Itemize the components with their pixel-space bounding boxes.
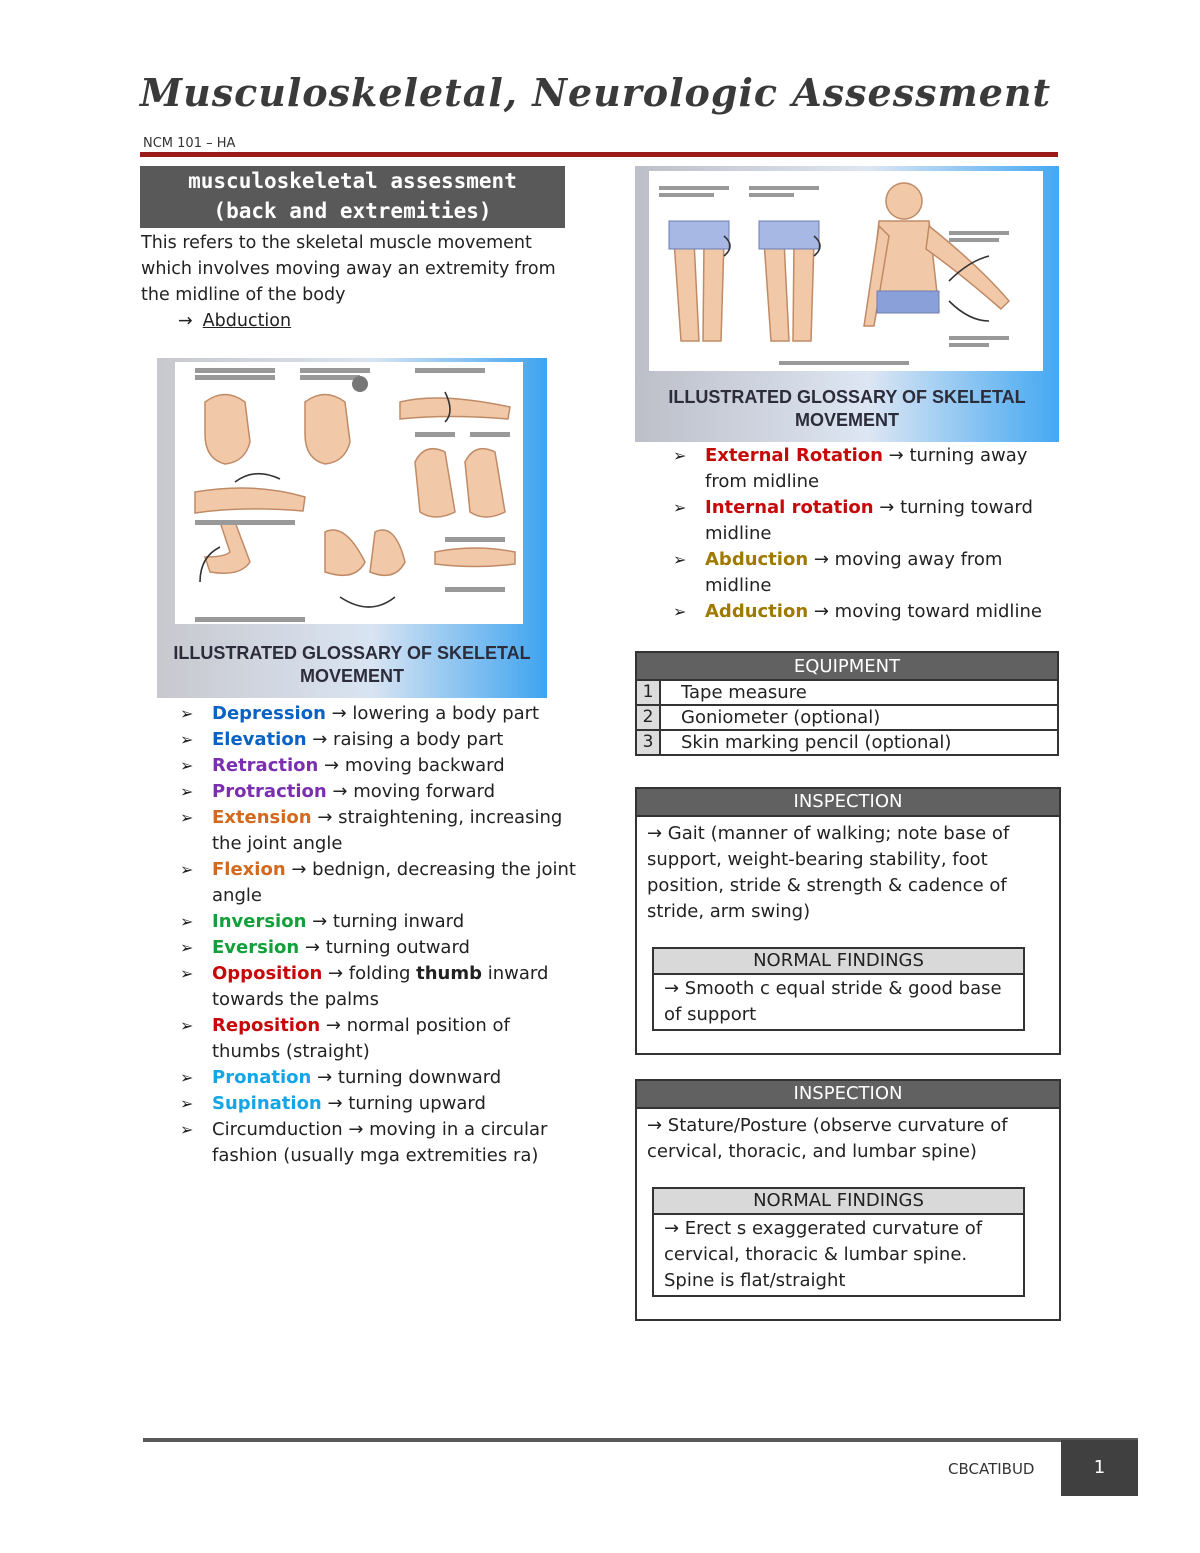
inspection-heading: INSPECTION xyxy=(637,789,1059,817)
list-item xyxy=(180,1117,580,1169)
head-depression-drawing xyxy=(205,395,250,465)
row-number: 3 xyxy=(636,730,660,755)
term: Opposition xyxy=(212,963,323,984)
term: Inversion xyxy=(212,911,307,932)
term: Internal rotation xyxy=(705,497,874,518)
bullet-icon: ➢ xyxy=(673,446,687,465)
hand-pronation-drawing xyxy=(435,548,515,567)
list-item xyxy=(180,961,580,1013)
definition: → moving forward xyxy=(326,781,495,802)
bullet-icon: ➢ xyxy=(673,550,687,569)
definition: → moving toward midline xyxy=(808,601,1042,622)
equipment-table xyxy=(635,651,1059,756)
bullet-icon: ➢ xyxy=(180,1016,194,1035)
definition: → turning upward xyxy=(321,1093,486,1114)
movement-list-left xyxy=(180,701,580,1169)
list-item xyxy=(180,1065,580,1091)
list-item xyxy=(673,495,1068,547)
row-number: 2 xyxy=(636,705,660,730)
definition: → moving backward xyxy=(318,755,505,776)
normal-findings-heading: NORMAL FINDINGS xyxy=(654,949,1023,975)
definition: → lowering a body part xyxy=(325,703,540,724)
intro-question: This refers to the skeletal muscle movement which involves moving away an extremity from the midline of the body xyxy=(141,233,556,305)
term: Retraction xyxy=(212,755,319,776)
bullet-icon: ➢ xyxy=(180,1094,194,1113)
leg-drawing xyxy=(703,241,724,341)
table-row xyxy=(636,730,1058,755)
list-item xyxy=(180,1013,580,1065)
answer-text: Abduction xyxy=(202,311,292,331)
figure-illustration xyxy=(649,171,1043,371)
shorts-drawing xyxy=(759,221,819,249)
figure-illustration xyxy=(175,362,523,624)
bullet-icon: ➢ xyxy=(180,912,194,931)
page-title: Musculoskeletal, Neurologic Assessment xyxy=(140,70,1052,115)
definition: → moving away from midline xyxy=(705,549,1003,596)
list-item xyxy=(180,805,580,857)
equipment-heading: EQUIPMENT xyxy=(636,652,1058,680)
section-heading-line1: musculoskeletal assessment xyxy=(188,169,517,193)
definition-bold: thumb xyxy=(416,963,483,984)
hand-reposition-drawing xyxy=(465,449,505,517)
title-divider xyxy=(140,152,1058,157)
row-item: Tape measure xyxy=(660,680,1058,705)
term: Elevation xyxy=(212,729,307,750)
definition: → turning downward xyxy=(311,1067,502,1088)
inspection-body: → Gait (manner of walking; note base of support, weight-bearing stability, foot position, stride & strength & cadence of stride, arm swing) xyxy=(647,823,1010,922)
term: Reposition xyxy=(212,1015,321,1036)
normal-findings-heading: NORMAL FINDINGS xyxy=(654,1189,1023,1215)
term: Extension xyxy=(212,807,312,828)
footer-divider xyxy=(143,1438,1138,1442)
section-heading-line2: (back and extremities) xyxy=(213,199,492,223)
definition: → normal position of thumbs (straight) xyxy=(212,1015,510,1062)
normal-findings-box xyxy=(652,947,1025,1031)
inspection-body: → Stature/Posture (observe curvature of cervical, thoracic, and lumbar spine) xyxy=(647,1115,1008,1162)
definition: → moving in a circular fashion (usually mga extremities ra) xyxy=(212,1119,548,1166)
definition: → turning toward midline xyxy=(705,497,1033,544)
list-item xyxy=(673,443,1068,495)
normal-findings-box xyxy=(652,1187,1025,1297)
inspection-gait-box xyxy=(635,787,1061,1055)
section-heading xyxy=(140,166,565,228)
bullet-icon: ➢ xyxy=(180,782,194,801)
foot-inversion-drawing xyxy=(325,530,365,575)
figure-caption-right xyxy=(635,386,1059,432)
close-icon xyxy=(352,376,368,392)
bullet-icon: ➢ xyxy=(180,704,194,723)
term: Abduction xyxy=(705,549,809,570)
figure-caption-left xyxy=(157,642,547,688)
definition: inward towards the palms xyxy=(212,963,549,1010)
bullet-icon: ➢ xyxy=(180,756,194,775)
table-row xyxy=(636,680,1058,705)
rotation-abduction-illustration xyxy=(649,171,1043,371)
answer-line xyxy=(178,308,291,334)
caption-line2: MOVEMENT xyxy=(299,666,404,686)
bullet-icon: ➢ xyxy=(180,808,194,827)
bullet-icon: ➢ xyxy=(180,1120,194,1139)
definition: → raising a body part xyxy=(306,729,504,750)
bullet-icon: ➢ xyxy=(180,730,194,749)
inspection-posture-box xyxy=(635,1079,1061,1321)
term: Flexion xyxy=(212,859,286,880)
leg-drawing xyxy=(674,241,699,341)
bullet-icon: ➢ xyxy=(180,964,194,983)
arrow-icon: → xyxy=(178,311,193,331)
course-code: NCM 101 – HA xyxy=(143,136,236,151)
list-item xyxy=(180,753,580,779)
hand-opposition-drawing xyxy=(415,449,455,517)
list-item xyxy=(180,935,580,961)
head-drawing xyxy=(886,183,922,219)
list-item xyxy=(180,1091,580,1117)
movement-list-right xyxy=(673,443,1068,625)
inversion-arrow xyxy=(340,597,395,607)
foot-eversion-drawing xyxy=(370,530,405,575)
list-item xyxy=(180,701,580,727)
term: Supination xyxy=(212,1093,322,1114)
definition: → turning away from midline xyxy=(705,445,1028,492)
footer-author: CBCATIBUD xyxy=(948,1460,1035,1478)
skeletal-movement-figure-right xyxy=(635,166,1059,442)
arm-circumduction-drawing xyxy=(400,398,510,419)
term: Adduction xyxy=(705,601,809,622)
definition: → turning inward xyxy=(306,911,465,932)
term: External Rotation xyxy=(705,445,883,466)
bullet-icon: ➢ xyxy=(673,498,687,517)
head-protraction-drawing xyxy=(305,395,350,465)
bullet-icon: ➢ xyxy=(180,860,194,879)
arm-extension-drawing xyxy=(195,488,305,513)
definition: → bednign, decreasing the joint angle xyxy=(212,859,576,906)
list-item xyxy=(180,727,580,753)
caption-line1: ILLUSTRATED GLOSSARY OF SKELETAL xyxy=(173,643,531,663)
list-item xyxy=(180,909,580,935)
page-number: 1 xyxy=(1061,1440,1138,1496)
shorts-drawing xyxy=(877,291,939,313)
leg-drawing xyxy=(764,241,789,341)
table-row xyxy=(636,705,1058,730)
term: Circumduction xyxy=(212,1119,343,1140)
leg-drawing xyxy=(793,241,814,341)
body-movements-illustration xyxy=(175,362,523,624)
normal-findings-body: → Erect s exaggerated curvature of cervical, thoracic & lumbar spine. Spine is flat/straight xyxy=(664,1218,983,1291)
extension-arrow xyxy=(235,474,280,482)
inspection-heading: INSPECTION xyxy=(637,1081,1059,1109)
bullet-icon: ➢ xyxy=(673,602,687,621)
list-item xyxy=(180,857,580,909)
list-item xyxy=(673,547,1068,599)
shorts-drawing xyxy=(669,221,729,249)
list-item xyxy=(673,599,1068,625)
term: Pronation xyxy=(212,1067,312,1088)
definition: → turning outward xyxy=(299,937,470,958)
bullet-icon: ➢ xyxy=(180,1068,194,1087)
caption-line2: MOVEMENT xyxy=(794,410,899,430)
arm-flexion-drawing xyxy=(205,522,250,573)
normal-findings-body: → Smooth c equal stride & good base of support xyxy=(664,978,1002,1025)
skeletal-movement-figure-left xyxy=(157,358,547,698)
row-number: 1 xyxy=(636,680,660,705)
adduction-arrow xyxy=(949,301,989,321)
term: Eversion xyxy=(212,937,300,958)
bullet-icon: ➢ xyxy=(180,938,194,957)
row-item: Skin marking pencil (optional) xyxy=(660,730,1058,755)
definition: → folding xyxy=(322,963,417,984)
row-item: Goniometer (optional) xyxy=(660,705,1058,730)
term: Protraction xyxy=(212,781,327,802)
caption-line1: ILLUSTRATED GLOSSARY OF SKELETAL xyxy=(668,387,1026,407)
definition: → straightening, increasing the joint angle xyxy=(212,807,563,854)
list-item xyxy=(180,779,580,805)
term: Depression xyxy=(212,703,326,724)
